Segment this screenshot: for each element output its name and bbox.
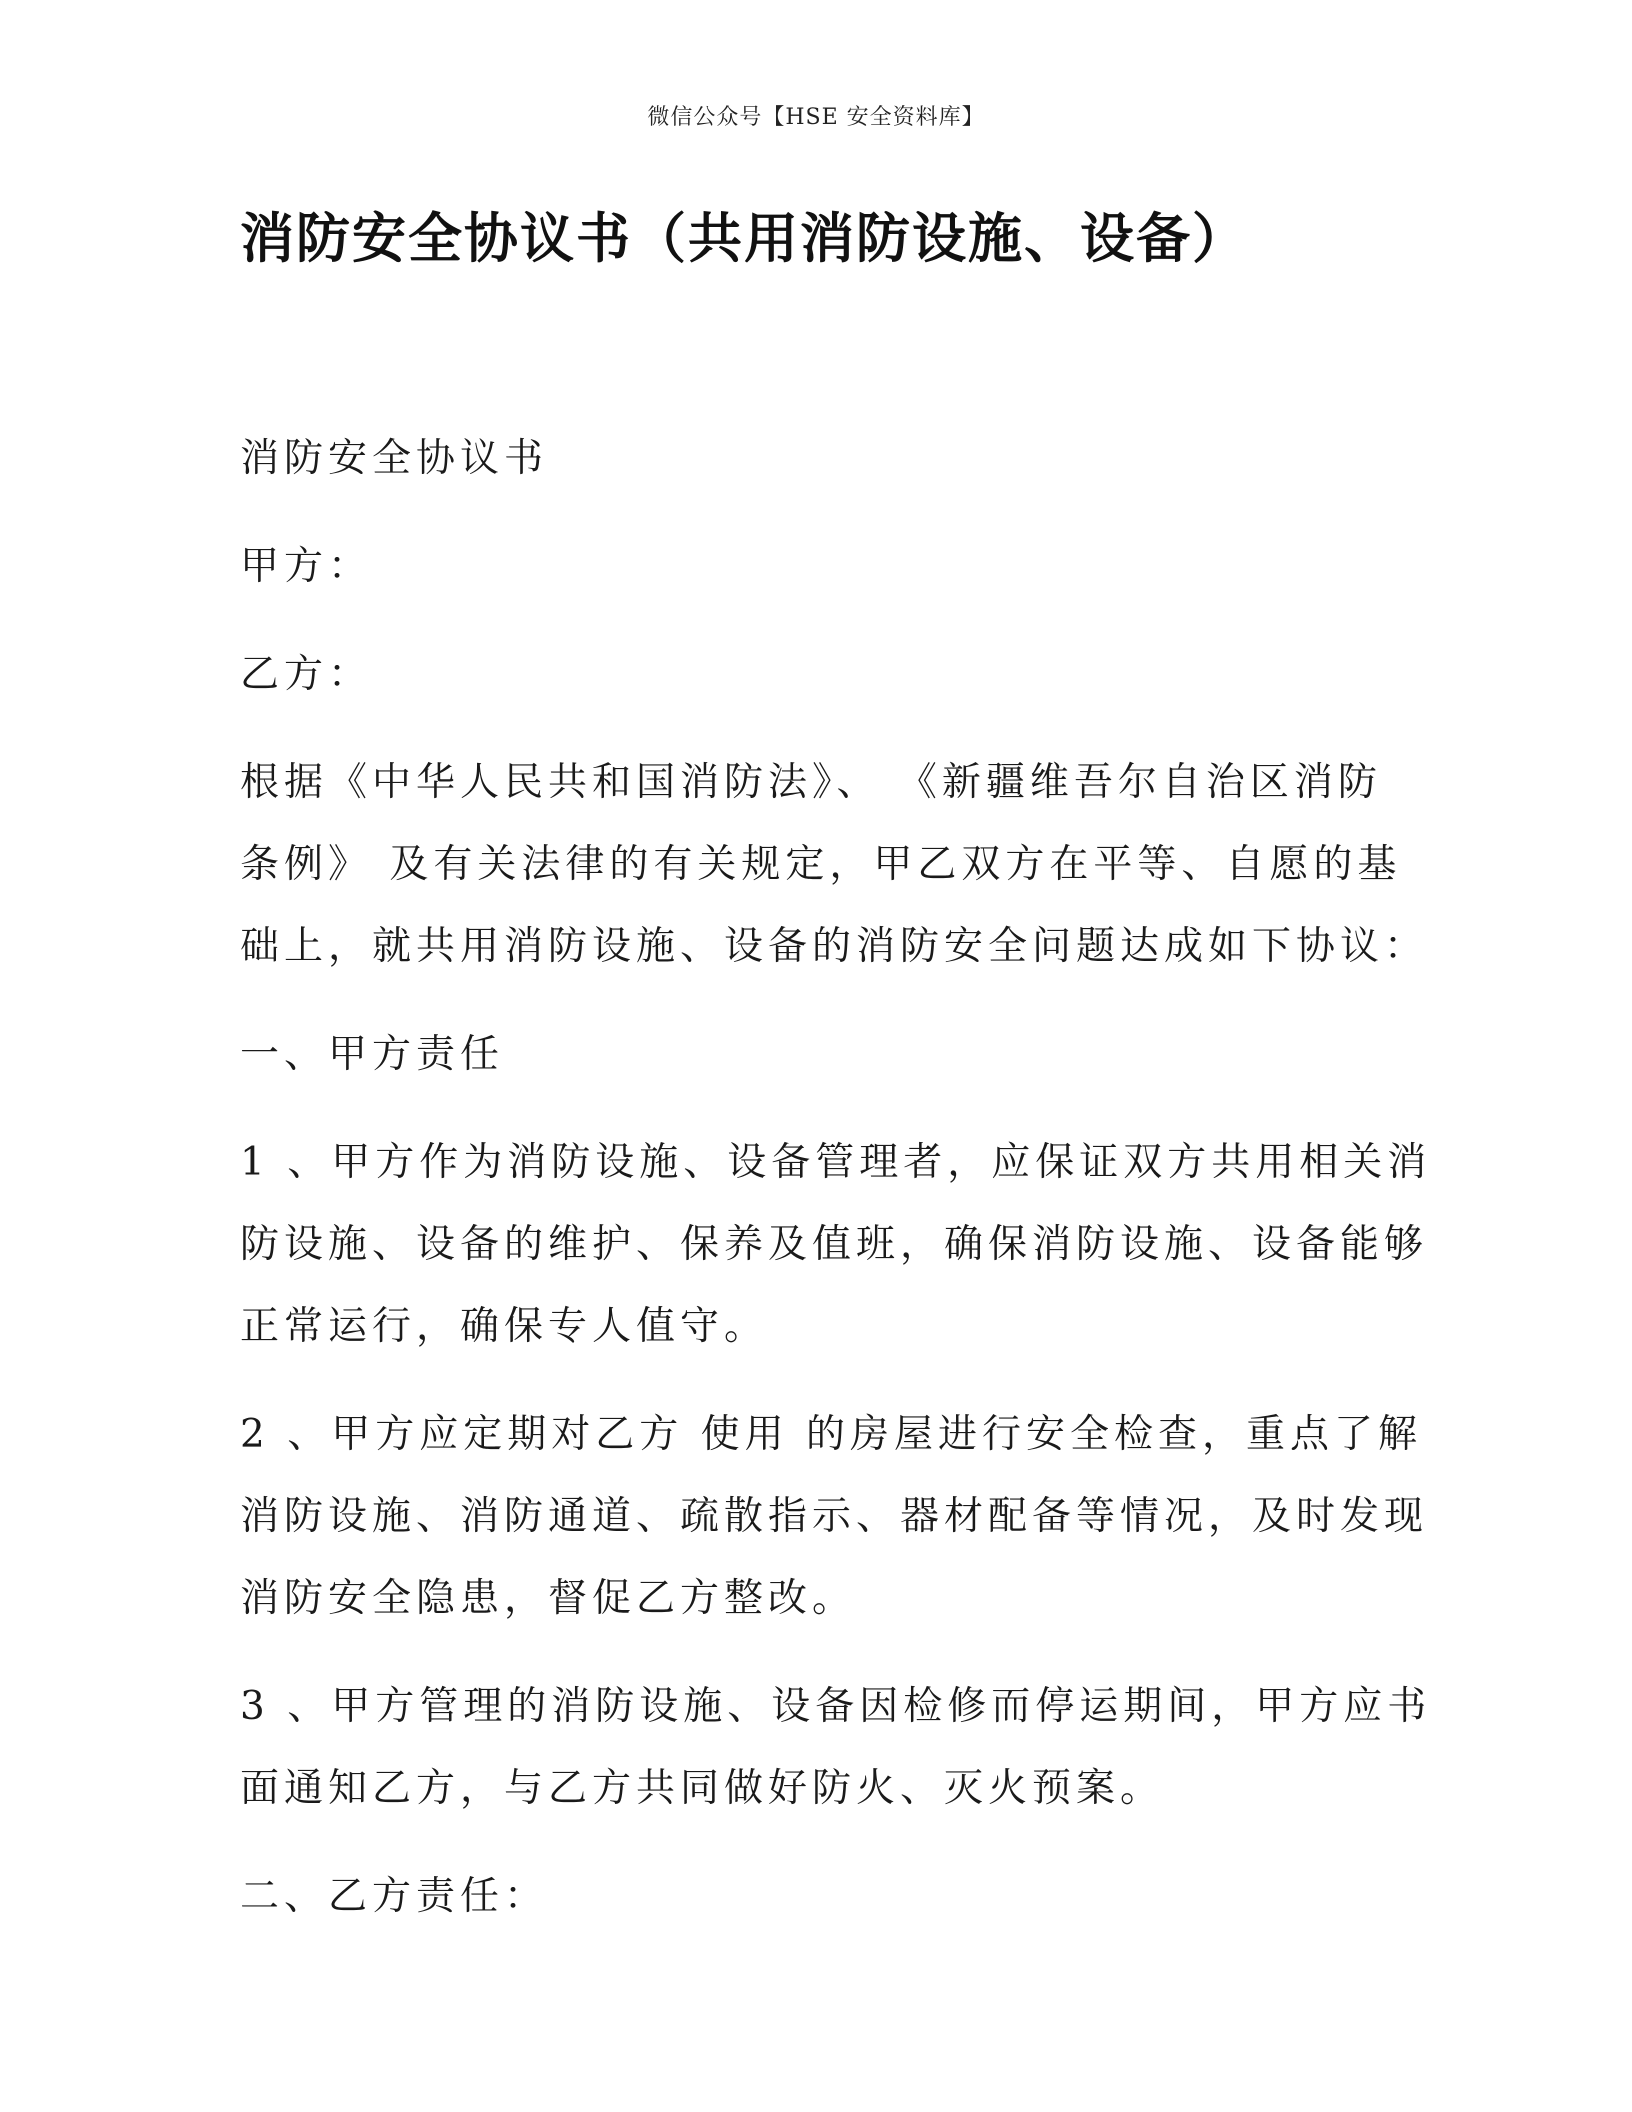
clause-1-line: 正常运行，确保专人值守。 [240,1304,769,1349]
clause-3 [240,1666,1432,1830]
intro-line: 础上，就共用消防设施、设备的消防安全问题达成如下协议： [240,924,1429,969]
clause-2-line: 2 、甲方应定期对乙方 使用 的房屋进行安全检查，重点了解 [240,1412,1423,1457]
document-title: 消防安全协议书（共用消防设施、设备） [240,206,1248,270]
section-b-heading-text: 二、乙方责任： [240,1874,549,1919]
page-header-source: 微信公众号【HSE 安全资料库】 [647,105,985,130]
intro-line: 条例》 及有关法律的有关规定，甲乙双方在平等、自愿的基 [240,842,1402,887]
party-a-label: 甲方： [240,544,373,589]
section-b-heading [240,1856,1385,1938]
clause-2-line: 消防设施、消防通道、疏散指示、器材配备等情况，及时发现 [240,1494,1429,1539]
clause-3-line: 面通知乙方，与乙方共同做好防火、灭火预案。 [240,1766,1165,1811]
clause-1-line: 防设施、设备的维护、保养及值班，确保消防设施、设备能够 [240,1222,1429,1267]
clause-3-line: 3 、甲方管理的消防设施、设备因检修而停运期间，甲方应书 [240,1684,1432,1729]
document-body [240,418,1432,1964]
agreement-subtitle [240,418,1385,500]
party-b-label: 乙方： [240,652,373,697]
section-a-heading-text: 一、甲方责任 [240,1032,505,1077]
clause-1 [240,1122,1432,1368]
section-a-heading [240,1014,1385,1096]
clause-2-line: 消防安全隐患，督促乙方整改。 [240,1576,857,1621]
clause-2 [240,1394,1429,1640]
party-a-line [240,526,1385,608]
intro-paragraph [240,742,1429,988]
subtitle-line: 消防安全协议书 [240,436,549,481]
clause-1-line: 1 、甲方作为消防设施、设备管理者，应保证双方共用相关消 [240,1140,1432,1185]
party-b-line [240,634,1385,716]
intro-line: 根据《中华人民共和国消防法》、 《新疆维吾尔自治区消防 [240,760,1382,805]
